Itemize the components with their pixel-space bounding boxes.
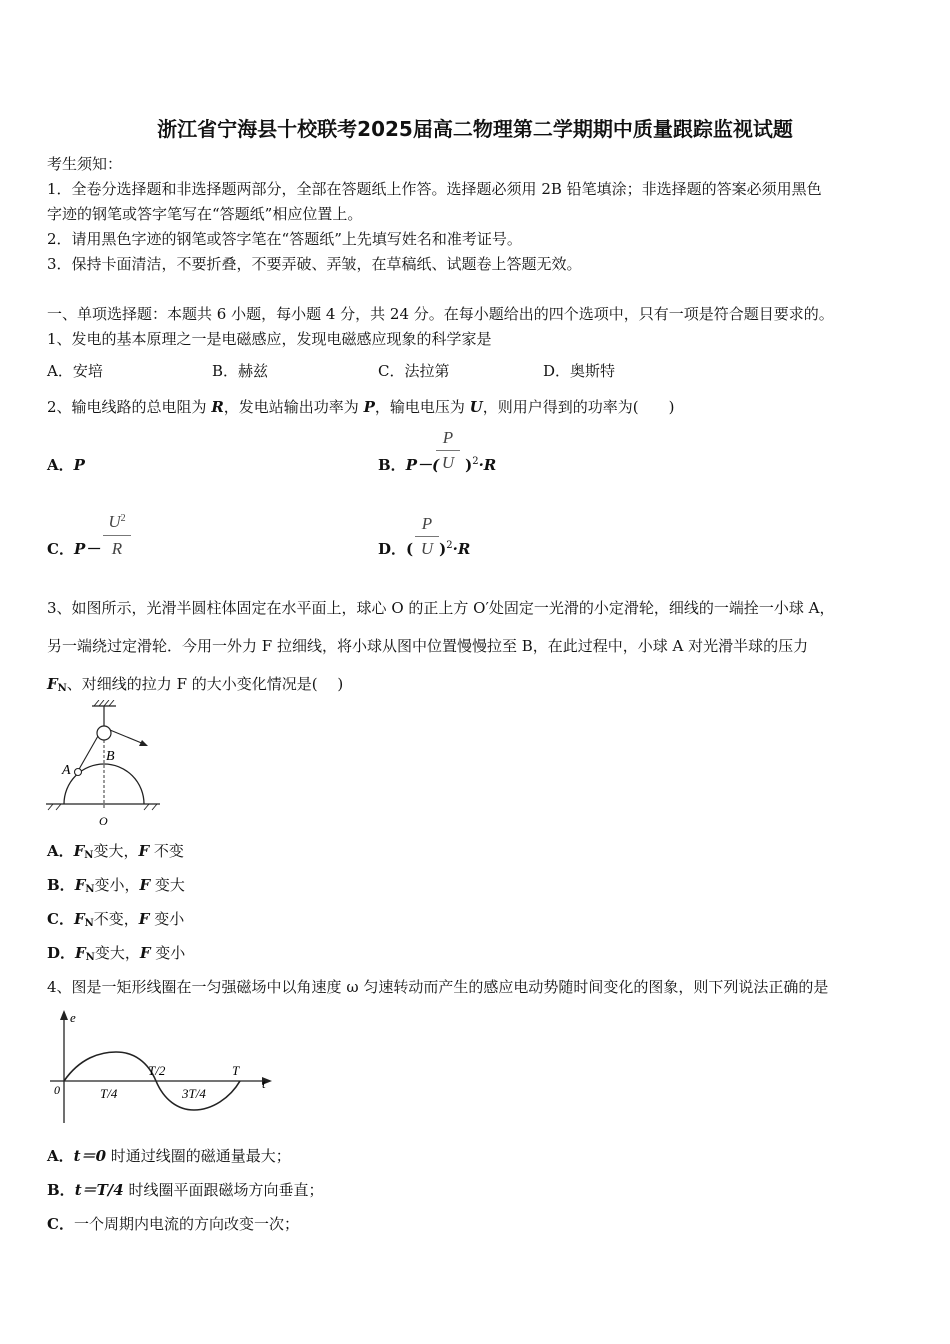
- q2-d-fraction-bar: [415, 536, 439, 537]
- q1-option-c: C．法拉第: [378, 362, 450, 380]
- notice-heading: 考生须知：: [47, 155, 123, 173]
- q2-option-b: B．P－( )$^2$·R: [378, 456, 497, 474]
- q1-stem: 1、发电的基本原理之一是电磁感应，发现电磁感应现象的科学家是: [47, 330, 492, 348]
- pulley-icon: [97, 726, 111, 740]
- q2-b-numerator: P: [442, 428, 454, 447]
- tick-t4: T/4: [100, 1086, 118, 1101]
- q2-d-denominator: U: [420, 539, 434, 558]
- q2-option-c: C．P－: [47, 540, 101, 558]
- q2-c-fraction-bar: [103, 535, 131, 536]
- q4-option-c: C．一个周期内电流的方向改变一次；: [47, 1215, 299, 1233]
- tick-3t4: 3T/4: [182, 1086, 206, 1101]
- emf-time-graph: [44, 1008, 284, 1128]
- q3-line-2: 另一端绕过定滑轮．今用一外力 F 拉细线，将小球从图中位置慢慢拉至 B，在此过程中，小球 A 对光滑半球的压力: [47, 637, 809, 655]
- q1-option-d: D．奥斯特: [543, 362, 616, 380]
- tick-t2: T/2: [148, 1063, 166, 1078]
- section-heading: 一、单项选择题：本题共 6 小题，每小题 4 分，共 24 分。在每小题给出的四个选项中，只有一项是符合题目要求的。: [47, 305, 834, 323]
- notice-line-1a: 1．全卷分选择题和非选择题两部分，全部在答题纸上作答。选择题必须用 2B 铅笔填涂；非选择题的答案必须用黑色: [47, 180, 822, 198]
- q1-option-b: B．赫兹: [212, 362, 269, 380]
- q3-option-a: A．$F_N$变大，F 不变: [47, 842, 184, 861]
- label-b: B: [106, 749, 115, 764]
- q3-line-3: $F_N$、对细线的拉力 F 的大小变化情况是( ): [47, 675, 344, 694]
- q2-option-a: A．P: [47, 456, 85, 474]
- notice-line-2: 2．请用黑色字迹的钢笔或答字笔在“答题纸”上先填写姓名和准考证号。: [47, 230, 522, 248]
- q2-b-denominator: U: [441, 453, 455, 472]
- origin-label: 0: [54, 1083, 60, 1097]
- t-axis-label: t: [262, 1076, 266, 1091]
- ball-icon: [75, 769, 82, 776]
- label-a: A: [62, 763, 71, 778]
- q3-line-1: 3、如图所示，光滑半圆柱体固定在水平面上，球心 O 的正上方 O′处固定一光滑的小定滑轮，细线的一端拴一小球 A，: [47, 599, 835, 617]
- q2-c-numerator: $U^2$: [108, 512, 126, 531]
- q4-stem: 4、图是一矩形线圈在一匀强磁场中以角速度 ω 匀速转动而产生的感应电动势随时间变化的图象，则下列说法正确的是: [47, 978, 829, 996]
- q2-d-numerator: P: [421, 514, 433, 533]
- e-axis-label: e: [70, 1010, 76, 1025]
- e-axis-arrow-icon: [60, 1010, 68, 1020]
- q2-b-fraction-bar: [436, 450, 460, 451]
- q3-option-d: D．$F_N$变大，F 变小: [47, 944, 186, 963]
- hemisphere-pulley-diagram: [44, 700, 164, 830]
- label-o: O: [99, 814, 108, 828]
- page-title: 浙江省宁海县十校联考2025届高二物理第二学期期中质量跟踪监视试题: [157, 117, 793, 141]
- notice-line-1b: 字迹的钢笔或答字笔写在“答题纸”相应位置上。: [47, 205, 363, 223]
- notice-line-3: 3．保持卡面清洁，不要折叠，不要弄破、弄皱，在草稿纸、试题卷上答题无效。: [47, 255, 582, 273]
- q2-stem: 2、输电线路的总电阻为 R，发电站输出功率为 P，输电电压为 U，则用户得到的功率为( ): [47, 398, 675, 416]
- q1-option-a: A．安培: [47, 362, 103, 380]
- q3-option-b: B．$F_N$变小，F 变大: [47, 876, 185, 895]
- q4-option-a: A．t＝0 时通过线圈的磁通量最大；: [47, 1147, 291, 1165]
- tick-t: T: [232, 1063, 240, 1078]
- q2-option-d: D．( )$^2$·R: [378, 540, 471, 558]
- q4-option-b: B．t＝T/4 时线圈平面跟磁场方向垂直；: [47, 1181, 324, 1199]
- q3-option-c: C．$F_N$不变，F 变小: [47, 910, 185, 929]
- q2-c-denominator: R: [111, 539, 123, 558]
